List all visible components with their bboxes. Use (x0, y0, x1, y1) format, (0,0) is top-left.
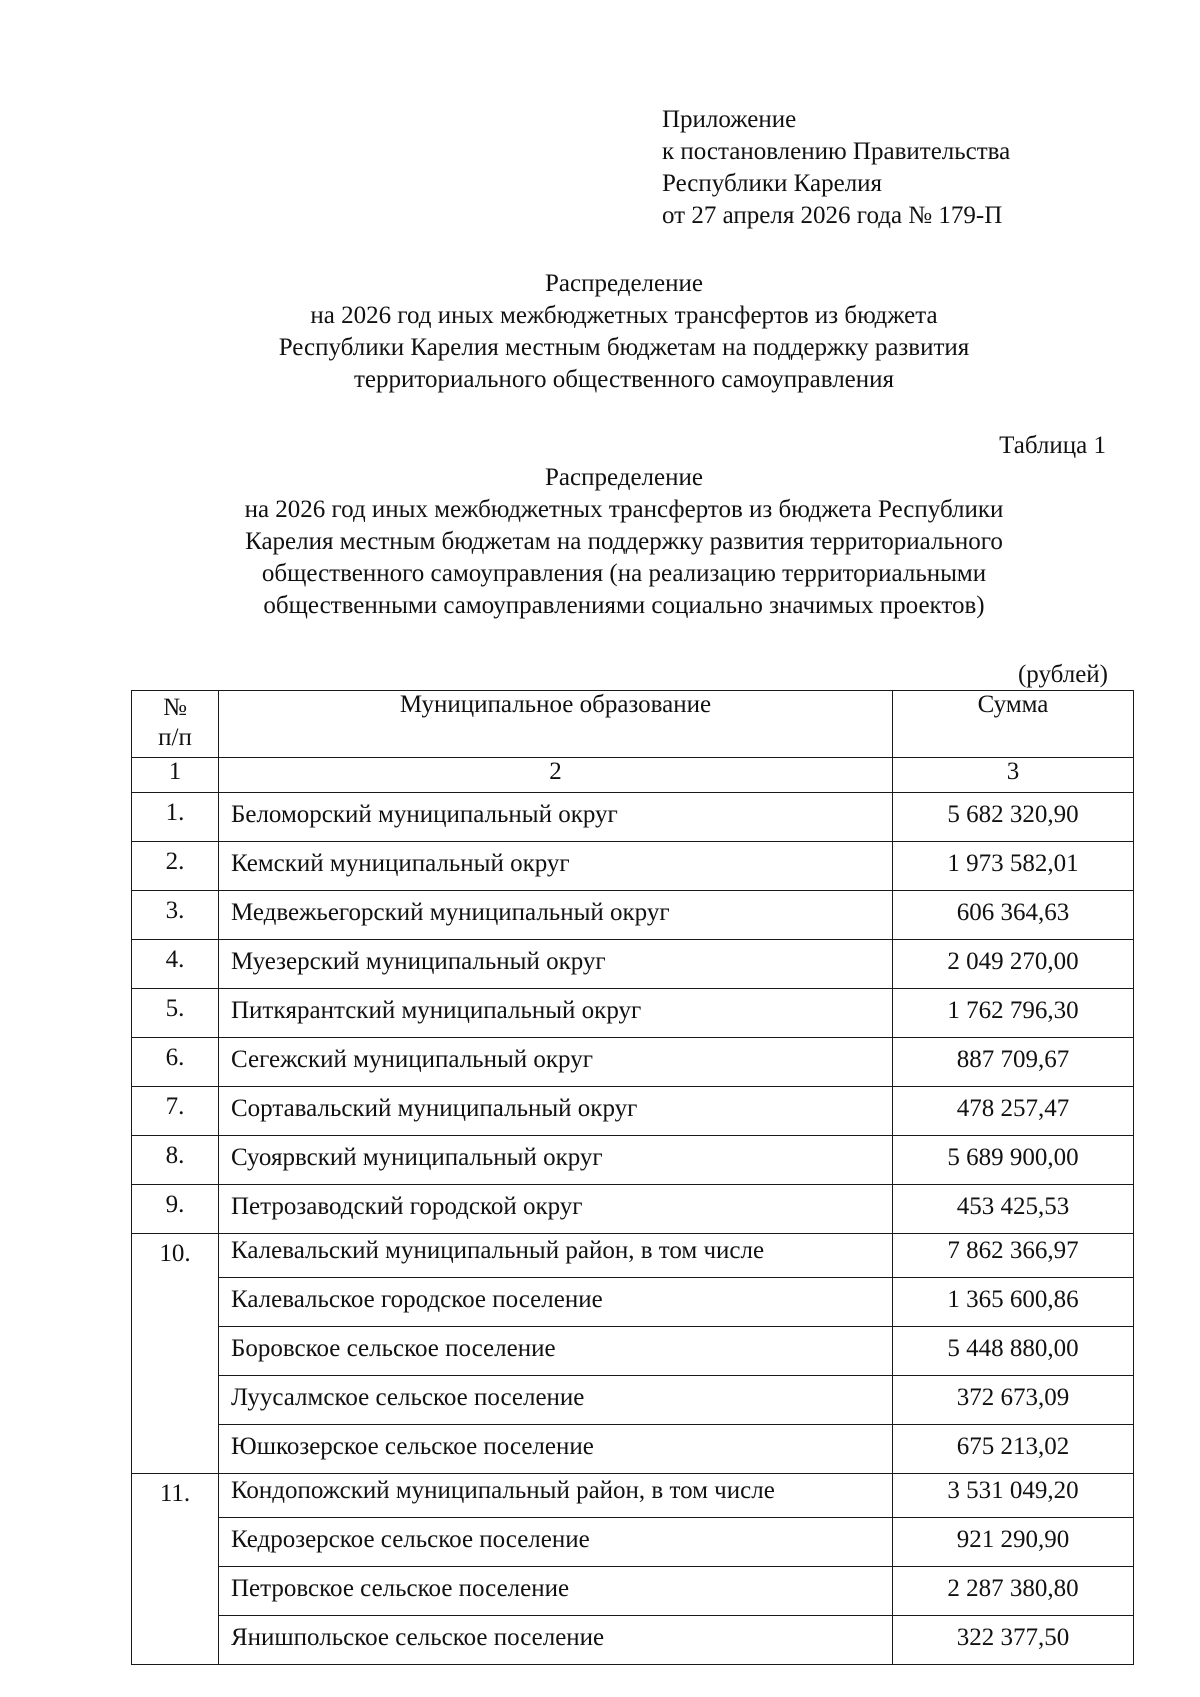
appendix-line: от 27 апреля 2026 года № 179-П (662, 202, 1003, 229)
row-sum: 453 425,53 (893, 1185, 1134, 1234)
table-subrow (132, 1567, 1134, 1616)
header-number-line2: п/п (158, 724, 192, 751)
appendix-line: Приложение (662, 106, 797, 133)
title-line: на 2026 год иных межбюджетных трансфертов из бюджета (310, 302, 938, 329)
row-municipality: Медвежьегорский муниципальный округ (219, 891, 893, 940)
table-row (132, 940, 1134, 989)
subrow-settlement: Юшкозерское сельское поселение (219, 1425, 893, 1474)
table-subrow (132, 1425, 1134, 1474)
subrow-sum: 5 448 880,00 (893, 1327, 1134, 1376)
row-number: 11. (132, 1474, 219, 1665)
row-municipality: Кондопожский муниципальный район, в том числе (219, 1474, 893, 1518)
table-subrow (132, 1278, 1134, 1327)
subrow-sum: 1 365 600,86 (893, 1278, 1134, 1327)
appendix-block (662, 104, 1010, 232)
row-municipality: Сегежский муниципальный округ (219, 1038, 893, 1087)
subrow-settlement: Янишпольское сельское поселение (219, 1616, 893, 1665)
table-row (132, 1087, 1134, 1136)
row-sum: 5 682 320,90 (893, 793, 1134, 842)
row-municipality: Сортавальский муниципальный округ (219, 1087, 893, 1136)
row-number: 1. (132, 793, 219, 842)
subrow-settlement: Петровское сельское поселение (219, 1567, 893, 1616)
row-sum: 1 762 796,30 (893, 989, 1134, 1038)
row-municipality: Петрозаводский городской округ (219, 1185, 893, 1234)
subrow-sum: 675 213,02 (893, 1425, 1134, 1474)
title-line: Республики Карелия местным бюджетам на поддержку развития (278, 334, 970, 361)
title-line: Распределение (545, 270, 703, 297)
row-number: 6. (132, 1038, 219, 1087)
table-row (132, 989, 1134, 1038)
table-row-group (132, 1474, 1134, 1518)
row-municipality: Беломорский муниципальный округ (219, 793, 893, 842)
table-row-group (132, 1234, 1134, 1278)
table-row (132, 793, 1134, 842)
table-title (0, 462, 1200, 622)
header-sum: Сумма (893, 691, 1134, 758)
row-municipality: Питкярантский муниципальный округ (219, 989, 893, 1038)
table-title-line: общественного самоуправления (на реализацию территориальными (261, 560, 987, 587)
distribution-table (131, 690, 1134, 1665)
column-number: 2 (219, 758, 893, 793)
row-sum: 606 364,63 (893, 891, 1134, 940)
column-numbers-row (132, 758, 1134, 793)
row-number: 8. (132, 1136, 219, 1185)
subrow-sum: 322 377,50 (893, 1616, 1134, 1665)
table-title-line: на 2026 год иных межбюджетных трансфертов из бюджета Республики (244, 496, 1004, 523)
subrow-settlement: Боровское сельское поселение (219, 1327, 893, 1376)
table-header-row (132, 691, 1134, 758)
subrow-settlement: Кедрозерское сельское поселение (219, 1518, 893, 1567)
header-number-line1: № (163, 694, 187, 721)
title-line: территориального общественного самоуправления (353, 366, 895, 393)
units-label: (рублей) (1017, 661, 1108, 688)
row-sum: 887 709,67 (893, 1038, 1134, 1087)
row-number: 5. (132, 989, 219, 1038)
table-title-line: общественными самоуправлениями социально значимых проектов) (263, 592, 985, 619)
row-sum: 1 973 582,01 (893, 842, 1134, 891)
row-sum: 478 257,47 (893, 1087, 1134, 1136)
table-row (132, 842, 1134, 891)
row-municipality: Суоярвский муниципальный округ (219, 1136, 893, 1185)
row-sum: 7 862 366,97 (893, 1234, 1134, 1278)
document-title (0, 268, 1200, 396)
appendix-line: к постановлению Правительства (662, 138, 1011, 165)
subrow-sum: 372 673,09 (893, 1376, 1134, 1425)
row-municipality: Муезерский муниципальный округ (219, 940, 893, 989)
column-number: 1 (132, 758, 219, 793)
row-sum: 3 531 049,20 (893, 1474, 1134, 1518)
header-number (132, 691, 219, 758)
appendix-line: Республики Карелия (662, 170, 883, 197)
row-municipality: Калевальский муниципальный район, в том числе (219, 1234, 893, 1278)
table-subrow (132, 1327, 1134, 1376)
table-body (132, 691, 1134, 1665)
table-subrow (132, 1376, 1134, 1425)
subrow-settlement: Калевальское городское поселение (219, 1278, 893, 1327)
table-row (132, 1136, 1134, 1185)
row-number: 9. (132, 1185, 219, 1234)
subrow-settlement: Луусалмское сельское поселение (219, 1376, 893, 1425)
table-row (132, 1185, 1134, 1234)
row-number: 2. (132, 842, 219, 891)
table-row (132, 891, 1134, 940)
row-sum: 5 689 900,00 (893, 1136, 1134, 1185)
table-row (132, 1038, 1134, 1087)
row-sum: 2 049 270,00 (893, 940, 1134, 989)
table-subrow (132, 1616, 1134, 1665)
column-number: 3 (893, 758, 1134, 793)
table-subrow (132, 1518, 1134, 1567)
header-municipality: Муниципальное образование (219, 691, 893, 758)
subrow-sum: 2 287 380,80 (893, 1567, 1134, 1616)
row-number: 3. (132, 891, 219, 940)
row-number: 4. (132, 940, 219, 989)
row-number: 10. (132, 1234, 219, 1474)
table-title-line: Распределение (545, 464, 703, 491)
subrow-sum: 921 290,90 (893, 1518, 1134, 1567)
row-municipality: Кемский муниципальный округ (219, 842, 893, 891)
table-label: Таблица 1 (999, 432, 1106, 459)
table-title-line: Карелия местным бюджетам на поддержку развития территориального (245, 528, 1003, 555)
row-number: 7. (132, 1087, 219, 1136)
